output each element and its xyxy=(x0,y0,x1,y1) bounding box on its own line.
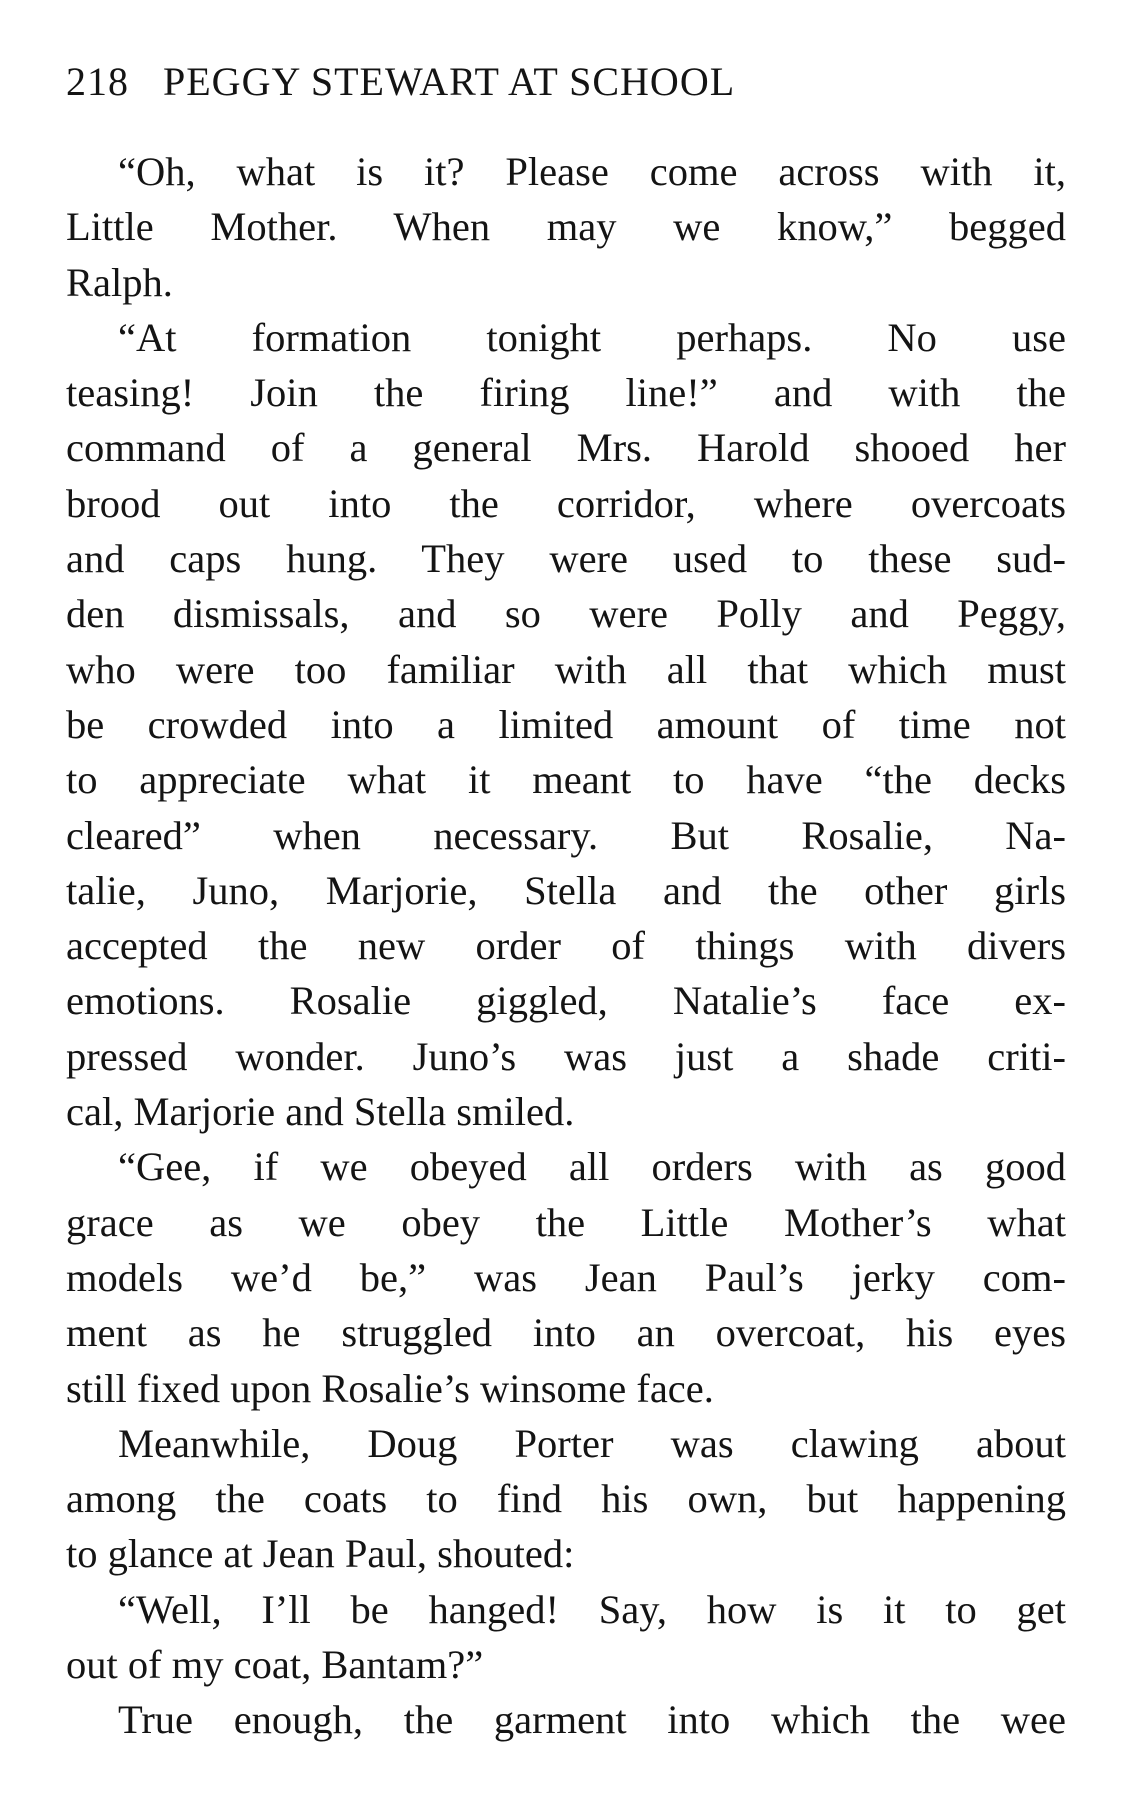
text-line: “Well, I’ll be hanged! Say, how is it to get xyxy=(118,1586,1066,1632)
text-line: command of a general Mrs. Harold shooed her xyxy=(66,425,1066,471)
text-line: among the coats to find his own, but happening xyxy=(66,1476,1066,1522)
text-line: teasing! Join the firing line!” and with the xyxy=(66,370,1066,416)
text-line: who were too familiar with all that which must xyxy=(66,646,1066,692)
running-title: PEGGY STEWART AT SCHOOL xyxy=(163,59,736,104)
text-line: talie, Juno, Marjorie, Stella and the other girls xyxy=(66,867,1066,913)
text-line: accepted the new order of things with divers xyxy=(66,923,1066,969)
text-line: True enough, the garment into which the wee xyxy=(118,1697,1066,1743)
text-line: models we’d be,” was Jean Paul’s jerky com- xyxy=(66,1254,1066,1300)
text-line: emotions. Rosalie giggled, Natalie’s face ex- xyxy=(66,978,1066,1024)
text-line: Little Mother. When may we know,” begged xyxy=(66,204,1066,250)
text-line: grace as we obey the Little Mother’s what xyxy=(66,1199,1066,1245)
text-line: “Oh, what is it? Please come across with it, xyxy=(118,149,1066,194)
text-line: ment as he struggled into an overcoat, his eyes xyxy=(66,1310,1066,1356)
text-line: be crowded into a limited amount of time not xyxy=(66,701,1066,747)
text-line: cleared” when necessary. But Rosalie, Na- xyxy=(66,812,1066,858)
text-line: still fixed upon Rosalie’s winsome face. xyxy=(66,1365,714,1411)
text-line: Ralph. xyxy=(66,259,173,305)
text-line: brood out into the corridor, where overcoats xyxy=(66,480,1066,526)
text-line: to appreciate what it meant to have “the decks xyxy=(66,757,1066,803)
text-line: den dismissals, and so were Polly and Peggy, xyxy=(66,591,1066,637)
running-header xyxy=(66,52,1066,112)
text-line: out of my coat, Bantam?” xyxy=(66,1642,484,1688)
text-line: and caps hung. They were used to these sud- xyxy=(66,536,1066,582)
text-line: to glance at Jean Paul, shouted: xyxy=(66,1531,575,1577)
page-number: 218 xyxy=(66,59,129,104)
text-line: “Gee, if we obeyed all orders with as good xyxy=(118,1144,1066,1190)
text-line: cal, Marjorie and Stella smiled. xyxy=(66,1089,575,1135)
text-line: pressed wonder. Juno’s was just a shade criti- xyxy=(66,1033,1066,1079)
text-line: Meanwhile, Doug Porter was clawing about xyxy=(118,1420,1066,1466)
body-text xyxy=(66,144,1066,1748)
text-line: “At formation tonight perhaps. No use xyxy=(118,314,1066,360)
